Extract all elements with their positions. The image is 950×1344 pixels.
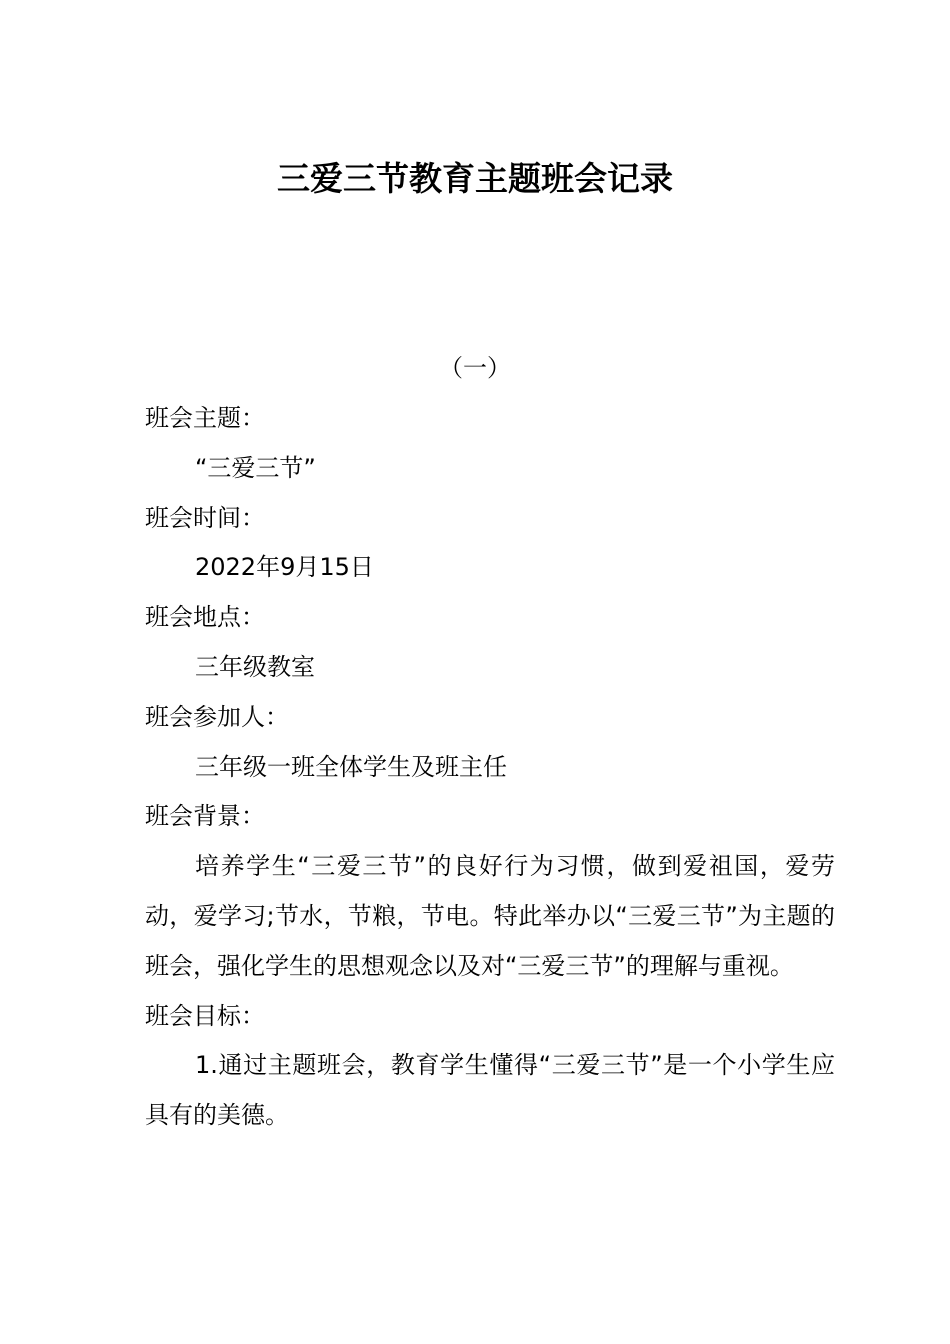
background-label: 班会背景： — [145, 802, 265, 831]
field-label-participants: 班会参加人： — [145, 702, 289, 731]
field-value-time: 2022年9月15日 — [195, 553, 374, 582]
field-value-location: 三年级教室 — [195, 652, 315, 681]
goal-paragraph-1: 1.通过主题班会，教育学生懂得“三爱三节”是一个小学生应具有的美德。 — [145, 1051, 835, 1130]
goals-label: 班会目标： — [145, 1001, 265, 1030]
field-value-participants: 三年级一班全体学生及班主任 — [195, 752, 507, 781]
document-body — [145, 394, 835, 1141]
document-title: 三爱三节教育主题班会记录 — [277, 159, 673, 198]
field-label-time: 班会时间： — [145, 503, 265, 532]
field-value-theme: “三爱三节” — [195, 453, 316, 482]
field-label-location: 班会地点： — [145, 603, 265, 632]
background-paragraph: 培养学生“三爱三节”的良好行为习惯，做到爱祖国，爱劳动，爱学习;节水，节粮，节电。特此举办以“三爱三节”为主题的班会，强化学生的思想观念以及对“三爱三节”的理解与重视。 — [145, 852, 835, 980]
field-label-theme: 班会主题： — [145, 404, 265, 432]
section-number: （一） — [439, 354, 511, 382]
